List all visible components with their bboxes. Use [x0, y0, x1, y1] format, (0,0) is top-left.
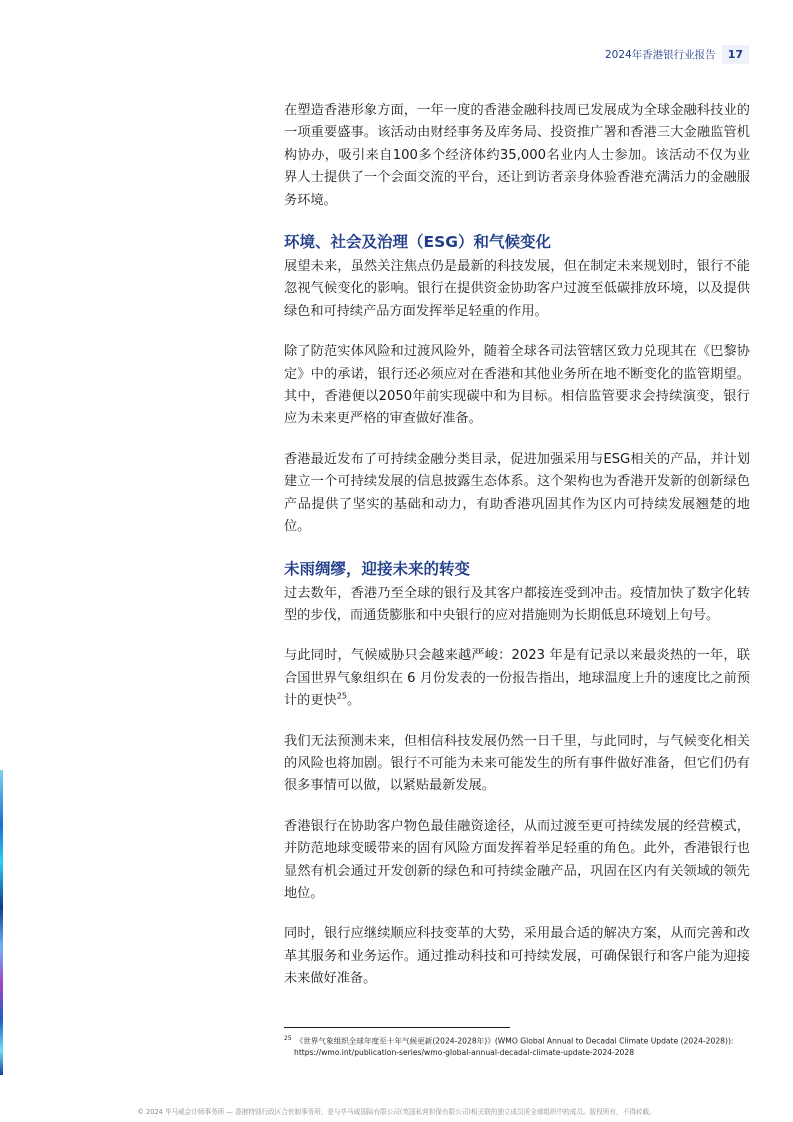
future-paragraph-2 [284, 645, 750, 712]
footnote [284, 1033, 750, 1059]
future-paragraph-2-end: 。 [346, 693, 361, 709]
esg-paragraph-3: 香港最近发布了可持续金融分类目录，促进加强采用与ESG相关的产品，并计划建立一个可持续发展的信息披露生态体系。这个架构也为香港开发新的创新绿色产品提供了坚实的基础和动力，有助香港巩固其作为区内可持续发展翘楚的地位。 [284, 451, 750, 535]
report-title: 2024年香港银行业报告 [604, 48, 716, 61]
footnote-text: 《世界气象组织全球年度至十年气候更新(2024-2028年)》(WMO Global Annual to Decadal Climate Update (2024-2028)): [295, 1036, 734, 1046]
footnote-reference: 25 [336, 691, 347, 701]
esg-paragraph-2: 除了防范实体风险和过渡风险外，随着全球各司法管辖区致力兑现其在《巴黎协定》中的承诺，银行还必须应对在香港和其他业务所在地不断变化的监管期望。其中，香港便以2050年前实现碳中和为目标。相信监管要求会持续演变，银行应为未来更严格的审查做好准备。 [284, 344, 750, 427]
future-paragraph-4: 香港银行在协助客户物色最佳融资途径，从而过渡至更可持续发展的经营模式，并防范地球变暖带来的固有风险方面发挥着举足轻重的角色。此外，香港银行也显然有机会通过开发创新的绿色和可持续金融产品，巩固在区内有关领域的领先地位。 [284, 818, 750, 901]
footnote-mark: 25 [284, 1035, 292, 1042]
decorative-color-strip [0, 770, 3, 1075]
future-paragraph-2-text: 与此同时，气候威胁只会越来越严峻：2023 年是有记录以来最炎热的一年，联合国世界气象组织在 6 月份发表的一份报告指出，地球温度上升的速度比之前预计的更快 [284, 648, 750, 709]
future-paragraph-1: 过去数年，香港乃至全球的银行及其客户都接连受到冲击。疫情加快了数字化转型的步伐，而通货膨胀和中央银行的应对措施则为长期低息环境划上句号。 [284, 585, 750, 623]
intro-paragraph: 在塑造香港形象方面，一年一度的香港金融科技周已发展成为全球金融科技业的一项重要盛事。该活动由财经事务及库务局、投资推广署和香港三大金融监管机构协办，吸引来自100多个经济体约35,000名业内人士参加。该活动不仅为业界人士提供了一个会面交流的平台，还让到访者亲身体验香港充满活力的金融服务环境。 [284, 103, 750, 208]
footnote-link[interactable]: https://wmo.int/publication-series/wmo-global-annual-decadal-climate-update-2024-2028 [294, 1048, 635, 1058]
esg-paragraph-1: 展望未来，虽然关注焦点仍是最新的科技发展，但在制定未来规划时，银行不能忽视气候变化的影响。银行在提供资金协助客户过渡至低碳排放环境，以及提供绿色和可持续产品方面发挥举足轻重的作用。 [284, 259, 750, 319]
future-paragraph-3: 我们无法预测未来，但相信科技发展仍然一日千里，与此同时，与气候变化相关的风险也将加剧。银行不可能为未来可能发生的所有事件做好准备，但它们仍有很多事情可以做，以紧贴最新发展。 [284, 733, 750, 794]
future-paragraph-5: 同时，银行应继续顺应科技变革的大势，采用最合适的解决方案，从而完善和改革其服务和业务运作。通过推动科技和可持续发展，可确保银行和客户能为迎接未来做好准备。 [284, 926, 750, 987]
page-number: 17 [722, 45, 749, 64]
footnote-divider [284, 1027, 510, 1028]
main-content [284, 100, 750, 1009]
legal-notice: © 2024 毕马威会计师事务所 — 香港特别行政区合伙制事务所，是与毕马威国际有限公司(英国私营担保有限公司)相关联的独立成员所全球组织中的成员。版权所有，不得转载。 [137, 1108, 656, 1116]
page-header [605, 43, 749, 65]
future-heading: 未雨绸缪，迎接未来的转变 [284, 559, 471, 578]
esg-heading: 环境、社会及治理（ESG）和气候变化 [284, 233, 551, 252]
